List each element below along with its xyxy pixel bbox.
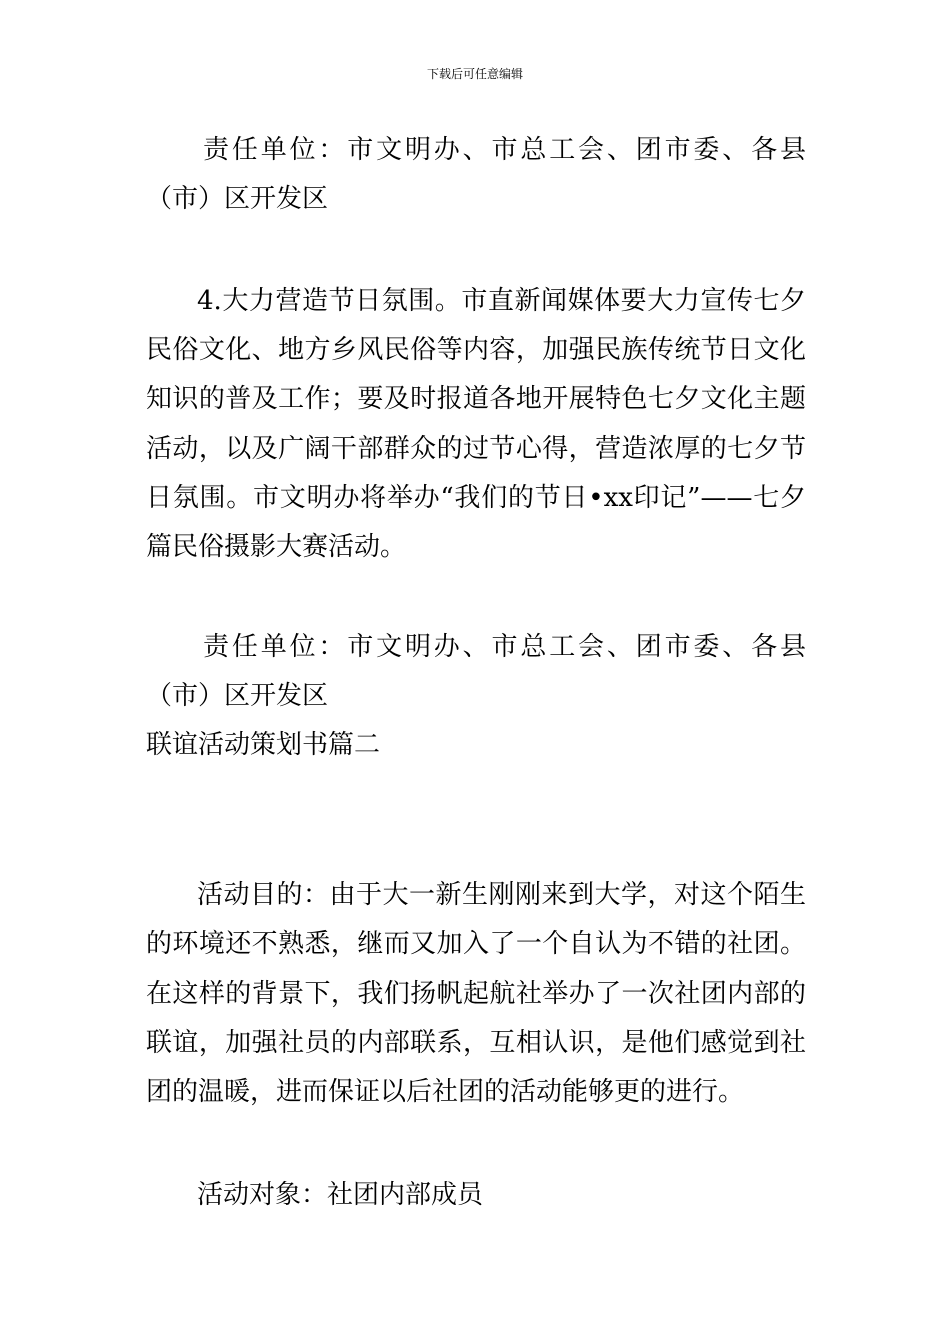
paragraph-line: 知识的普及工作；要及时报道各地开展特色七夕文化主题	[146, 384, 806, 414]
paragraph-line: 活动目的：由于大一新生刚刚来到大学，对这个陌生	[197, 880, 806, 910]
paragraph-line: （市）区开发区	[146, 681, 329, 711]
paragraph-line: 篇民俗摄影大赛活动。	[146, 532, 407, 562]
paragraph-line: 日氛围。市文明办将举办“我们的节日•xx印记”——七夕	[146, 483, 806, 513]
paragraph-line: 活动，以及广阔干部群众的过节心得，营造浓厚的七夕节	[146, 434, 806, 464]
paragraph-line: 民俗文化、地方乡风民俗等内容，加强民族传统节日文化	[146, 335, 806, 365]
paragraph-line: 4.大力营造节日氛围。市直新闻媒体要大力宣传七夕	[197, 286, 806, 316]
paragraph-line: 活动对象：社团内部成员	[197, 1180, 484, 1210]
paragraph-line: （市）区开发区	[146, 184, 329, 214]
page-header: 下载后可任意编辑	[426, 67, 523, 81]
paragraph-line: 联谊，加强社员的内部联系，互相认识，是他们感觉到社	[146, 1028, 806, 1058]
paragraph-line: 在这样的背景下，我们扬帆起航社举办了一次社团内部的	[146, 979, 806, 1009]
paragraph-line: 团的温暖，进而保证以后社团的活动能够更的进行。	[146, 1077, 745, 1107]
paragraph-line: 责任单位：市文明办、市总工会、团市委、各县	[203, 632, 806, 662]
paragraph-line: 的环境还不熟悉，继而又加入了一个自认为不错的社团。	[146, 929, 806, 959]
section-heading: 联谊活动策划书篇二	[146, 730, 381, 760]
paragraph-line: 责任单位：市文明办、市总工会、团市委、各县	[203, 135, 806, 165]
